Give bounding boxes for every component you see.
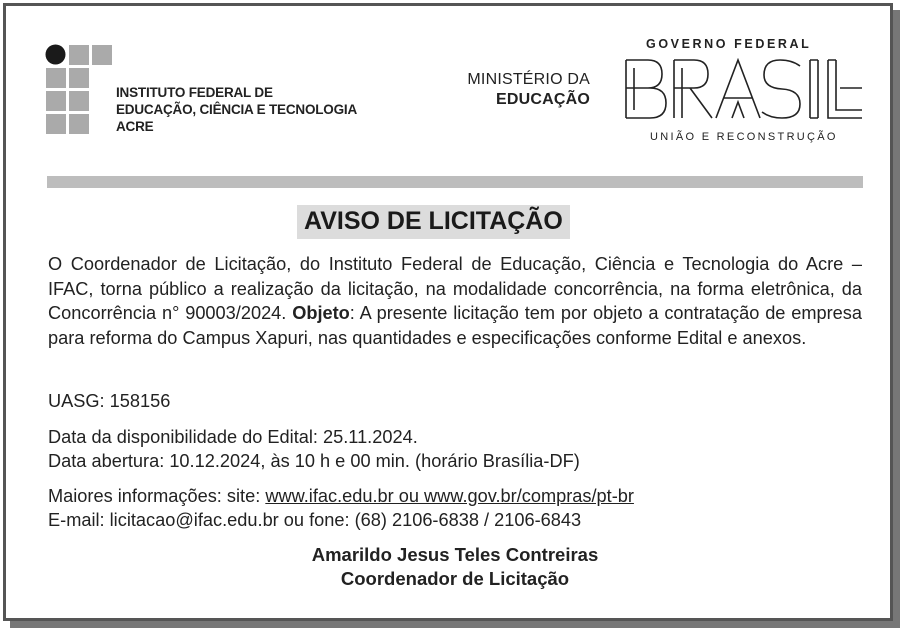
gov-bottom-label: UNIÃO E RECONSTRUÇÃO xyxy=(650,131,838,143)
gov-top-label: GOVERNO FEDERAL xyxy=(646,37,812,51)
notice-title: AVISO DE LICITAÇÃO xyxy=(297,205,570,239)
info-links[interactable]: www.ifac.edu.br ou www.gov.br/compras/pt-br xyxy=(265,486,634,506)
info-prefix: Maiores informações: site: xyxy=(48,486,266,506)
institute-line-1: INSTITUTO FEDERAL DE xyxy=(116,85,273,100)
institute-name xyxy=(116,84,357,135)
ministry-label xyxy=(440,70,590,110)
header-divider xyxy=(47,176,863,188)
signer-role: Coordenador de Licitação xyxy=(340,568,570,589)
ifac-logo xyxy=(45,44,115,138)
opening-line: Data abertura: 10.12.2024, às 10 h e 00 min. (horário Brasília-DF) xyxy=(48,451,580,471)
ministry-line-1: MINISTÉRIO DA xyxy=(467,71,590,88)
institute-line-2: EDUCAÇÃO, CIÊNCIA E TECNOLOGIA xyxy=(116,102,358,117)
email-line: E-mail: licitacao@ifac.edu.br ou fone: (68) 2106-6838 / 2106-6843 xyxy=(48,510,582,530)
info-line xyxy=(48,485,634,507)
paragraph-rest: : A presente licitação tem por objeto a contratação de empresa para reforma do Campus Xapuri, nas quantidades e especificações conforme Edital e anexos. xyxy=(48,303,863,348)
notice-paragraph xyxy=(48,252,862,350)
object-label: Objeto xyxy=(292,303,350,323)
institute-line-3: ACRE xyxy=(116,119,154,134)
uasg-line: UASG: 158156 xyxy=(48,391,171,411)
paragraph-intro: O Coordenador de Licitação, do Instituto Federal de Educação, Ciência e Tecnologia do Acre – IFAC, torna público a realização da licitação, na modalidade concorrência, na forma eletrônica, da Concorrência n° 90003/2024. xyxy=(48,254,862,323)
ministry-line-2: EDUCAÇÃO xyxy=(495,91,590,108)
availability-line: Data da disponibilidade do Edital: 25.11.2024. xyxy=(48,427,418,447)
brasil-wordmark xyxy=(624,58,864,122)
signer-name: Amarildo Jesus Teles Contreiras xyxy=(311,544,599,565)
